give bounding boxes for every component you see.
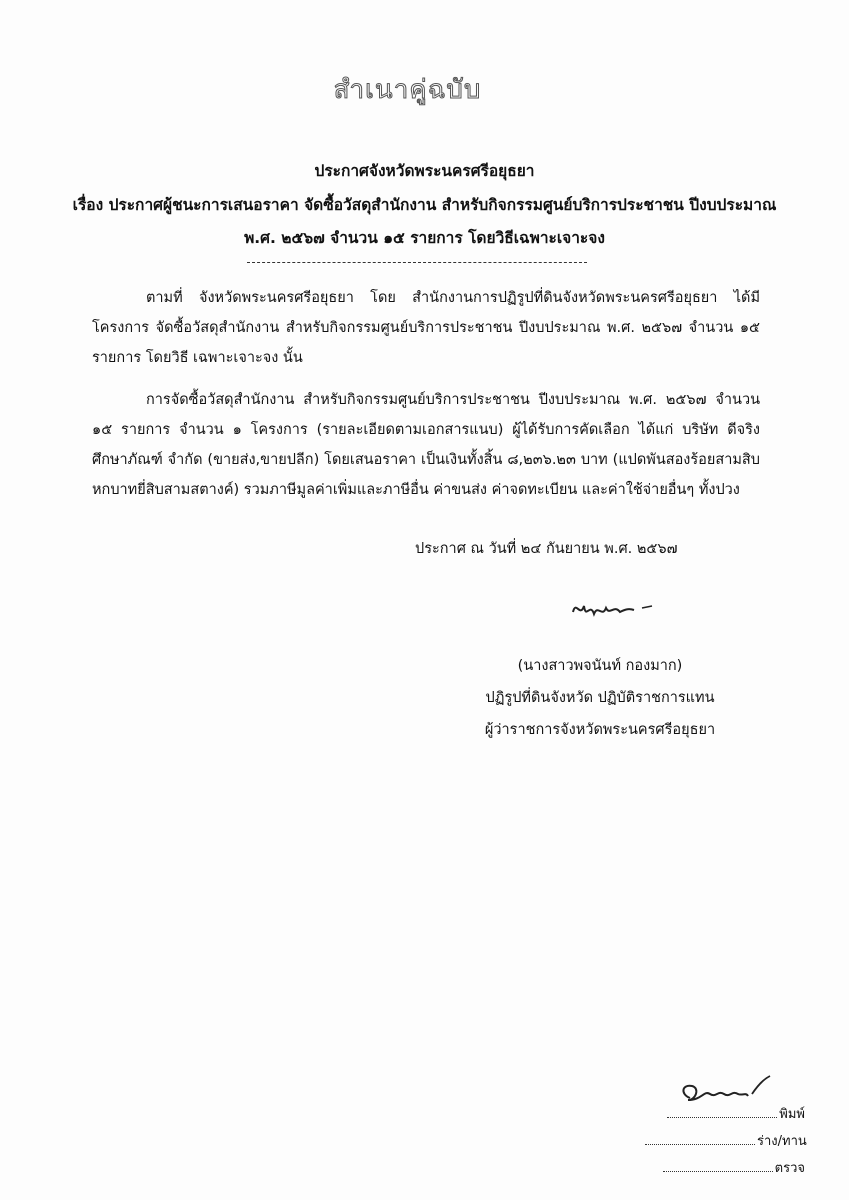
signatory-block xyxy=(470,650,730,746)
typed-by-line xyxy=(645,1103,805,1124)
title-divider xyxy=(247,262,587,263)
signatory-name: (นางสาวพจนันท์ กองมาก) xyxy=(517,658,683,674)
checked-label: ตรวจ xyxy=(774,1161,805,1176)
paragraph-winner: การจัดซื้อวัสดุสำนักงาน สำหรับกิจกรรมศูนย์บริการประชาชน ปีงบประมาณ พ.ศ. ๒๕๖๗ จำนวน ๑๕ รายการ จำนวน ๑ โครงการ (รายละเอียดตามเอกสารแนบ) ผู้ได้รับการคัดเลือก ได้แก่ บริษัท ดีจริงศึกษาภัณฑ์ จำกัด (ขายส่ง,ขายปลีก) โดยเสนอราคา เป็นเงินทั้งสิ้น ๘,๒๓๖.๒๓ บาท (แปดพันสองร้อยสามสิบหกบาทยี่สิบสามสตางค์) รวมภาษีมูลค่าเพิ่มและภาษีอื่น ค่าขนส่ง ค่าจดทะเบียน และค่าใช้จ่ายอื่นๆ ทั้งปวง xyxy=(92,392,760,498)
copy-stamp: สำเนาคู่ฉบับ xyxy=(333,74,482,105)
signature-icon xyxy=(568,590,658,630)
checked-by-line xyxy=(645,1157,805,1178)
paragraph-background: ตามที่ จังหวัดพระนครศรีอยุธยา โดย สำนักงานการปฏิรูปที่ดินจังหวัดพระนครศรีอยุธยา ได้มีโครงการ จัดซื้อวัสดุสำนักงาน สำหรับกิจกรรมศูนย์บริการประชาชน ปีงบประมาณ พ.ศ. ๒๕๖๗ จำนวน ๑๕ รายการ โดยวิธี เฉพาะเจาะจง นั้น xyxy=(92,290,760,366)
announcement-date: ประกาศ ณ วันที่ ๒๔ กันยายน พ.ศ. ๒๕๖๗ xyxy=(415,541,678,557)
announcement-heading: ประกาศจังหวัดพระนครศรีอยุธยา xyxy=(314,162,535,180)
drafted-label: ร่าง/ทาน xyxy=(757,1134,807,1149)
signatory-position: ปฏิรูปที่ดินจังหวัด ปฏิบัติราชการแทน xyxy=(485,690,715,706)
typed-label: พิมพ์ xyxy=(779,1107,805,1122)
announcement-subject: เรื่อง ประกาศผู้ชนะการเสนอราคา จัดซื้อวัสดุสำนักงาน สำหรับกิจกรรมศูนย์บริการประชาชน ปีงบประมาณ xyxy=(72,196,777,214)
signatory-position-2: ผู้ว่าราชการจังหวัดพระนครศรีอยุธยา xyxy=(484,722,716,738)
drafted-by-line xyxy=(645,1130,805,1151)
announcement-subject-cont: พ.ศ. ๒๕๖๗ จำนวน ๑๕ รายการ โดยวิธีเฉพาะเจาะจง xyxy=(244,229,605,247)
